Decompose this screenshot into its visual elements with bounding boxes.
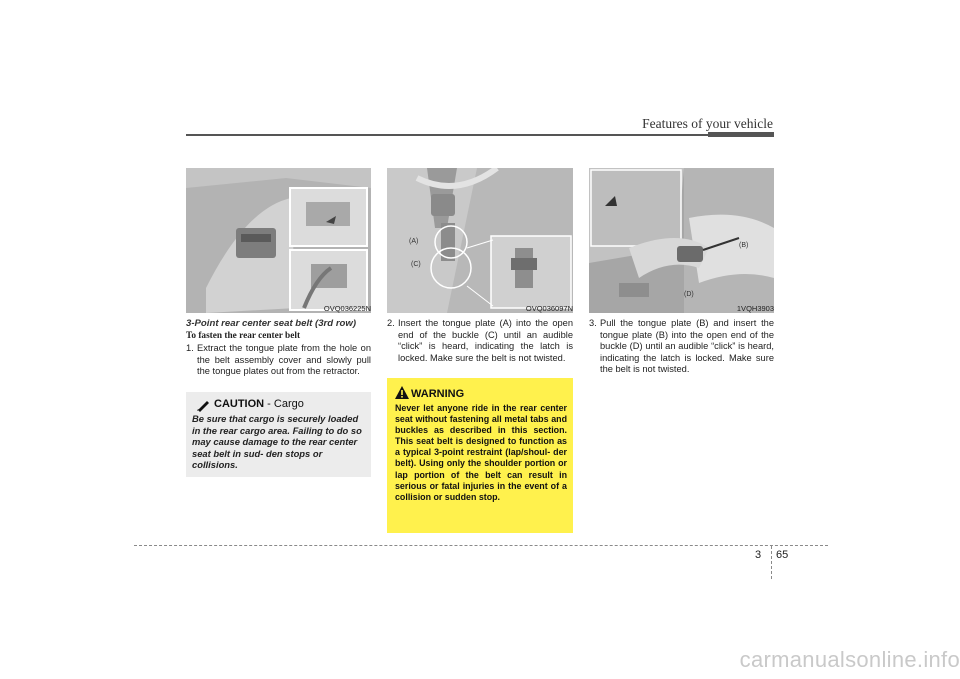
page-number: 65	[776, 549, 789, 561]
header-rule	[186, 134, 774, 136]
figure-pull-tongue	[589, 168, 774, 313]
figure-caption: 3-Point rear center seat belt (3rd row)	[186, 318, 357, 329]
step-number: 1.	[186, 343, 194, 353]
figure-rear-cover	[186, 168, 371, 313]
callout-c: (C)	[411, 261, 421, 268]
step-3	[589, 318, 774, 376]
caution-body: Be sure that cargo is securely loaded in the rear cargo area. Failing to do so may cause damage to the rear center seat belt in sud- den stops or collisions.	[192, 413, 362, 471]
caution-box	[186, 392, 371, 477]
header-rule-tab	[708, 132, 774, 137]
warning-triangle-icon	[395, 386, 409, 404]
caution-label: CAUTION	[214, 398, 265, 410]
callout-a: (A)	[409, 238, 419, 245]
step-number: 3.	[589, 318, 597, 328]
section-subheading: To fasten the rear center belt	[186, 331, 301, 341]
figure-code: OVQ036225N	[323, 304, 371, 313]
figure-insert-tongue	[387, 168, 573, 313]
step-text: Insert the tongue plate (A) into the open end of the buckle (C) until an audible “click” is heard, indicating the latch is locked. Make sure the belt is not twisted.	[398, 318, 573, 363]
section-number: 3	[755, 549, 762, 561]
figure-code: 1VQH3903	[736, 304, 774, 313]
caution-subtitle: - Cargo	[264, 398, 304, 410]
callout-b: (B)	[739, 242, 749, 249]
page-header-title: Features of your vehicle	[642, 116, 773, 131]
warning-box	[387, 378, 573, 533]
watermark: carmanualsonline.info	[739, 647, 960, 672]
callout-d: (D)	[684, 291, 694, 298]
step-1	[186, 343, 371, 378]
warning-title: WARNING	[411, 388, 465, 400]
caution-title	[214, 398, 364, 410]
footer-divider	[771, 546, 772, 579]
step-text: Pull the tongue plate (B) and insert the tongue plate (B) into the open end of the buckle (D) until an audible “click” is heard, indicating the latch is locked. Make sure the belt is not twisted.	[600, 318, 774, 375]
step-number: 2.	[387, 318, 395, 328]
step-text: Extract the tongue plate from the hole on the belt assembly cover and slowly pull the tongue plates out from the retractor.	[197, 343, 371, 377]
step-2	[387, 318, 573, 364]
footer-rule	[134, 545, 828, 546]
warning-body: Never let anyone ride in the rear center seat without fastening all metal tabs and buckles as described in this section. This seat belt is designed to function as a typical 3-point restraint (lap/shoul- der belt). Using only the shoulder portion or lap portion of the belt can result in serious or fatal injuries in the event of a collision or sudden stop.	[395, 403, 567, 502]
figure-code: OVQ036097N	[525, 304, 573, 313]
